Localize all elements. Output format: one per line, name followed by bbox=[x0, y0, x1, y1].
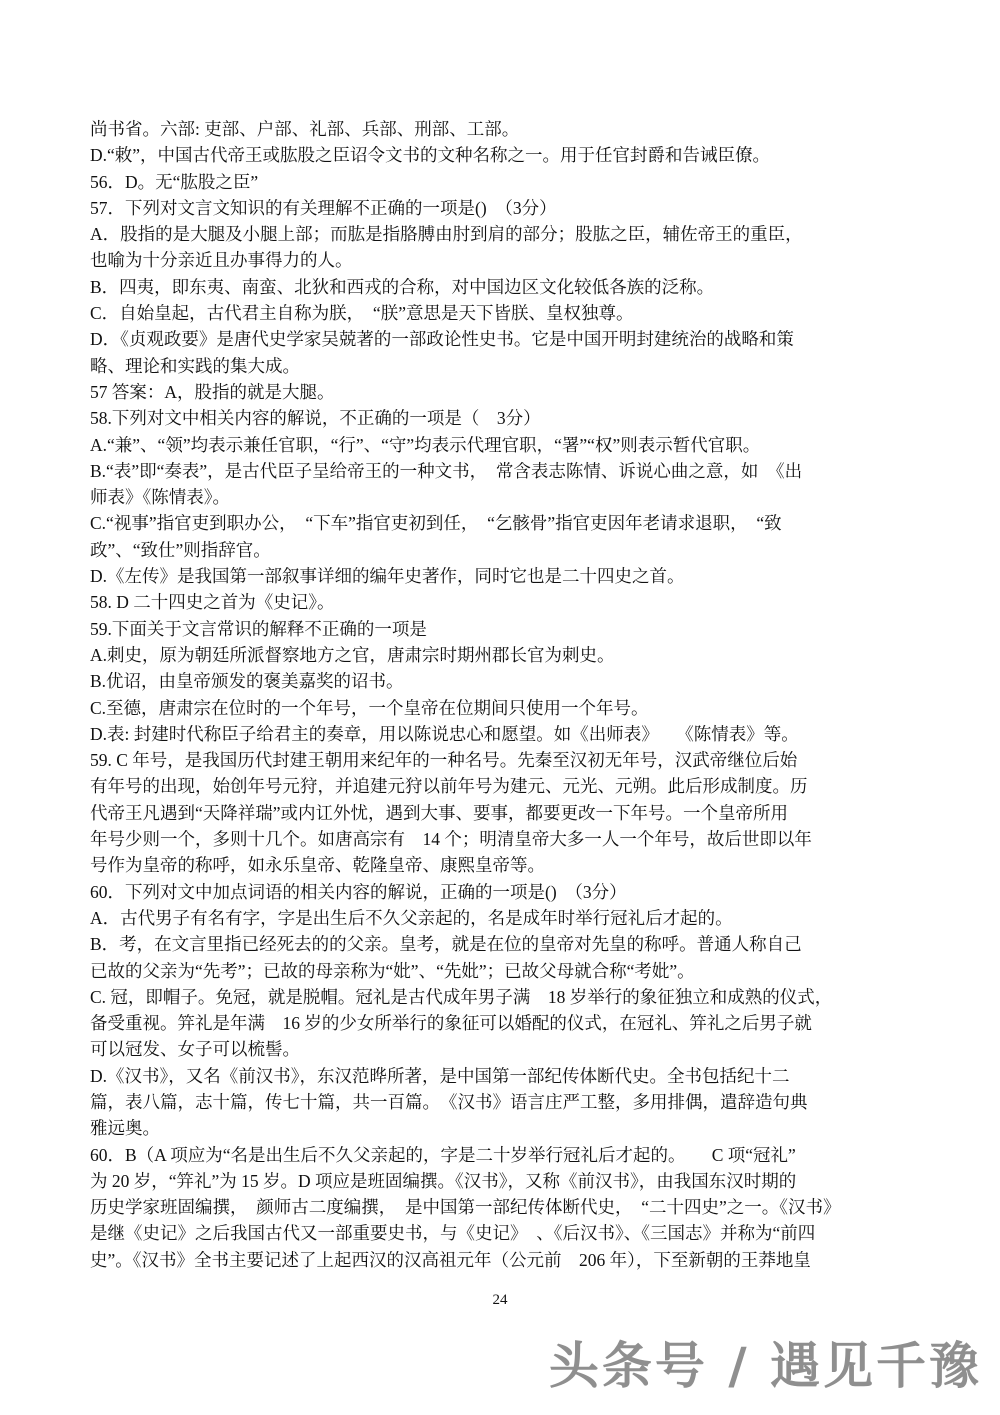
text-line: D.《汉书》，又名《前汉书》，东汉范晔所著，是中国第一部纪传体断代史。全书包括纪十二 bbox=[90, 1065, 790, 1086]
text-line: A.“兼”、“领”均表示兼任官职，“行”、“守”均表示代理官职，“署”“权”则表示暂代官职。 bbox=[90, 434, 761, 455]
text-line: 为 20 岁，“笄礼”为 15 岁。D 项应是班固编撰。《汉书》，又称《前汉书》，由我国东汉时期的 bbox=[90, 1170, 797, 1191]
text-line: D．《贞观政要》是唐代史学家吴兢著的一部政论性史书。它是中国开明封建统治的战略和策 bbox=[90, 329, 794, 350]
text-line: 58.下列对文中相关内容的解说，不正确的一项是（ 3分） bbox=[90, 408, 541, 429]
text-line: 史”。《汉书》全书主要记述了上起西汉的汉高祖元年（公元前 206 年），下至新朝的王莽地皇 bbox=[90, 1249, 811, 1270]
text-line: 57．下列对文言文知识的有关理解不正确的一项是() （3分） bbox=[90, 197, 557, 218]
text-line: 篇，表八篇，志十篇，传七十篇，共一百篇。 《汉书》语言庄严工整，多用排偶，遣辞造句典 bbox=[90, 1091, 808, 1112]
text-line: B．考，在文言里指已经死去的的父亲。皇考，就是在位的皇帝对先皇的称呼。普通人称自己 bbox=[90, 934, 802, 955]
document-body bbox=[90, 116, 918, 1273]
text-line: 60．下列对文中加点词语的相关内容的解说，正确的一项是() （3分） bbox=[90, 881, 627, 902]
text-line: 代帝王凡遇到“天降祥瑞”或内讧外忧，遇到大事、要事，都要更改一下年号。一个皇帝所用 bbox=[90, 802, 789, 823]
text-line: C.“视事”指官吏到职办公， “下车”指官吏初到任， “乞骸骨”指官吏因年老请求退职， “致 bbox=[90, 513, 782, 534]
text-line: 60．B（A 项应为“名是出生后不久父亲起的，字是二十岁举行冠礼后才起的。 C 项“冠礼” bbox=[90, 1144, 796, 1165]
text-line: B.优诏，由皇帝颁发的褒美嘉奖的诏书。 bbox=[90, 671, 404, 692]
text-line: 号作为皇帝的称呼，如永乐皇帝、乾隆皇帝、康熙皇帝等。 bbox=[90, 855, 545, 876]
text-line: 59.下面关于文言常识的解释不正确的一项是 bbox=[90, 618, 427, 639]
text-line: 是继《史记》之后我国古代又一部重要史书，与《史记》 、《后汉书》、《三国志》并称为“前四 bbox=[90, 1223, 816, 1244]
text-line: 雅远奥。 bbox=[90, 1118, 160, 1139]
text-line: 尚书省。六部: 吏部、户部、礼部、兵部、刑部、工部。 bbox=[90, 119, 520, 139]
text-line: 略、理论和实践的集大成。 bbox=[90, 355, 300, 376]
text-line: A.刺史，原为朝廷所派督察地方之官，唐肃宗时期州郡长官为刺史。 bbox=[90, 644, 615, 665]
watermark: 头条号 / 遇见千豫 bbox=[548, 1336, 982, 1395]
text-line: 师表》《陈情表》。 bbox=[90, 487, 230, 508]
text-line: 58. D 二十四史之首为《史记》。 bbox=[90, 592, 335, 613]
text-line: 备受重视。笄礼是年满 16 岁的少女所举行的象征可以婚配的仪式，在冠礼、笄礼之后男子就 bbox=[90, 1013, 812, 1034]
text-line: 59. C 年号，是我国历代封建王朝用来纪年的一种名号。先秦至汉初无年号，汉武帝继位后始 bbox=[90, 750, 798, 771]
text-line: 57 答案：A，股指的就是大腿。 bbox=[90, 381, 335, 402]
text-line: C．自始皇起，古代君主自称为朕， “朕”意思是天下皆朕、皇权独尊。 bbox=[90, 303, 634, 324]
text-line: A．古代男子有名有字，字是出生后不久父亲起的，名是成年时举行冠礼后才起的。 bbox=[90, 907, 733, 928]
text-line: 有年号的出现，始创年号元狩，并追建元狩以前年号为建元、元光、元朔。此后形成制度。历 bbox=[90, 776, 808, 797]
text-line: C.至德，唐肃宗在位时的一个年号，一个皇帝在位期间只使用一个年号。 bbox=[90, 697, 649, 718]
text-line: 已故的父亲为“先考”；已故的母亲称为“妣”、“先妣”；已故父母就合称“考妣”。 bbox=[90, 960, 695, 981]
text-line: B．四夷，即东夷、南蛮、北狄和西戎的合称，对中国边区文化较低各族的泛称。 bbox=[90, 276, 715, 297]
text-line: 也喻为十分亲近且办事得力的人。 bbox=[90, 250, 353, 271]
text-line: D.“敕”，中国古代帝王或肱股之臣诏令文书的文种名称之一。用于任官封爵和告诫臣僚。 bbox=[90, 145, 771, 166]
text-line: D.表: 封建时代称臣子给君主的奏章，用以陈说忠心和愿望。如《出师表》 《陈情表》等。 bbox=[90, 723, 799, 744]
text-line: 政”、“致仕”则指辞官。 bbox=[90, 539, 271, 560]
text-line: 历史学家班固编撰， 颜师古二度编撰， 是中国第一部纪传体断代史， “二十四史”之一。《汉书》 bbox=[90, 1197, 841, 1218]
text-line: D.《左传》是我国第一部叙事详细的编年史著作，同时它也是二十四史之首。 bbox=[90, 566, 685, 587]
text-line: A．股指的是大腿及小腿上部；而肱是指胳膊由肘到肩的部分；股肱之臣，辅佐帝王的重臣， bbox=[90, 224, 803, 245]
text-line: 年号少则一个，多则十几个。如唐高宗有 14 个；明清皇帝大多一人一个年号，故后世即以年 bbox=[90, 829, 812, 850]
text-line: C. 冠，即帽子。免冠，就是脱帽。冠礼是古代成年男子满 18 岁举行的象征独立和成熟的仪式， bbox=[90, 986, 833, 1007]
text-line: 56．D。无“肱股之臣” bbox=[90, 171, 259, 192]
text-line: 可以冠发、女子可以梳髻。 bbox=[90, 1039, 300, 1060]
page-number: 24 bbox=[492, 1292, 508, 1308]
text-line: B.“表”即“奏表”，是古代臣子呈给帝王的一种文书， 常含表志陈情、诉说心曲之意，如 《出 bbox=[90, 460, 803, 481]
